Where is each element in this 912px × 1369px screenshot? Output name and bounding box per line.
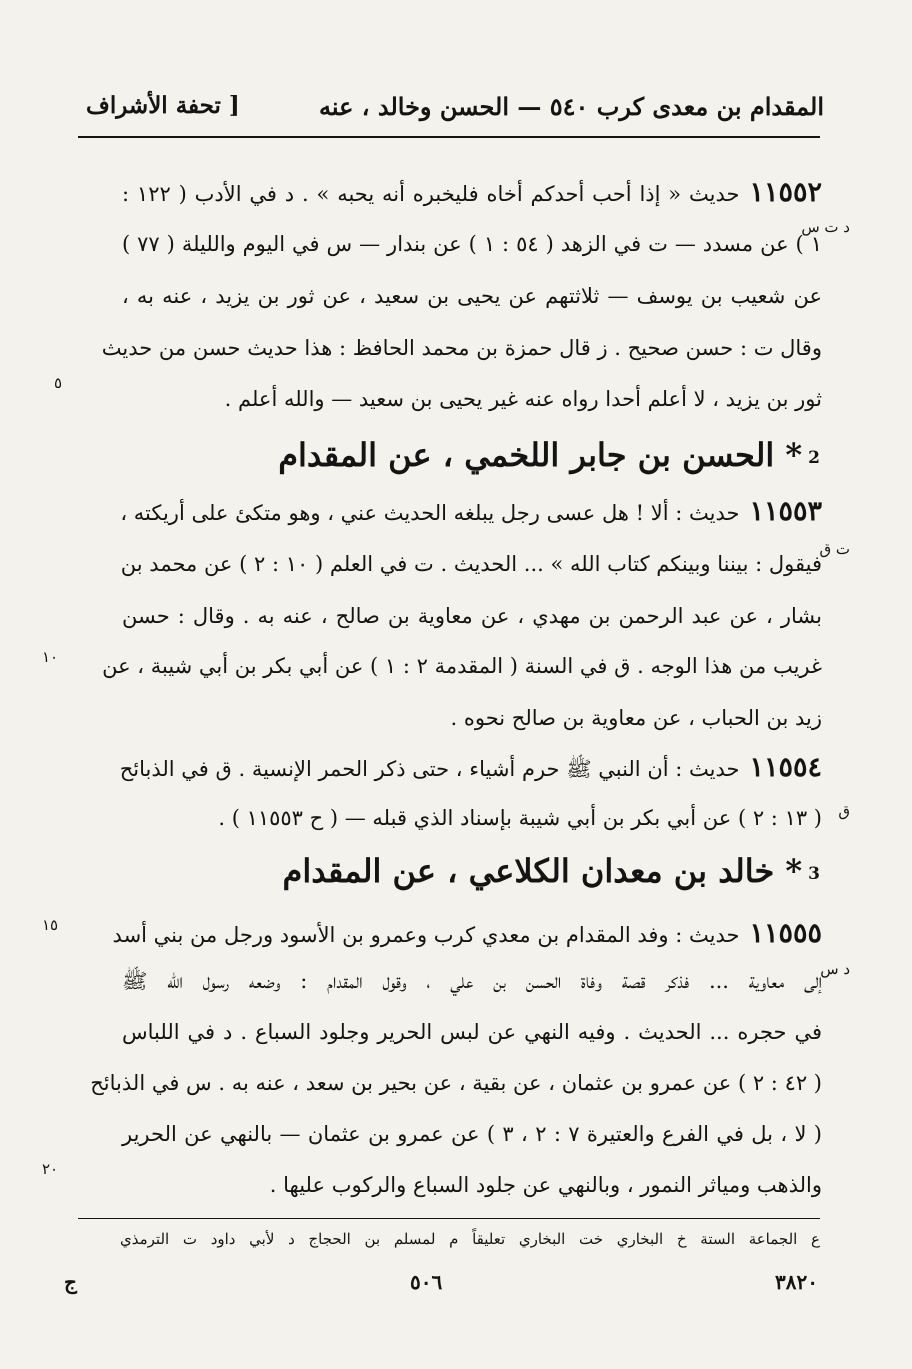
hadith-11553-line-5: زيد بن الحباب ، عن معاوية بن صالح نحوه .: [450, 706, 822, 730]
margin-line-number-10: ١٠: [42, 648, 59, 666]
header-book-name: [ تحفة الأشراف: [86, 92, 240, 119]
hadith-11552-line-1: ١١٥٥٢حديث « إذا أحب أحدكم أخاه فليخبره أنه يحبه » . د في الأدب ( ١٢٢ :: [122, 177, 822, 208]
hadith-11553-side-code: ت ق: [819, 540, 850, 558]
hadith-11555-side-code: د س: [820, 960, 850, 978]
hadith-11552-line-5: ثور بن يزيد ، لا أعلم أحدا رواه عنه غير يحيى بن سعيد — والله أعلم .: [224, 387, 822, 411]
hadith-11554-side-code: ق: [838, 802, 850, 820]
hadith-number: ١١٥٥٥: [749, 918, 822, 949]
header-title: المقدام بن معدی کرب ٥٤٠ — الحسن وخالد ، عنه: [318, 92, 824, 121]
hadith-11553-line-3: بشار ، عن عبد الرحمن بن مهدي ، عن معاوية بن صالح ، عنه به . وقال : حسن: [122, 604, 822, 628]
hadith-11555-line-2: إلى معاوية ... فذكر قصة وفاة الحسن بن علي ، وقول المقدام : وضعه رسول الله ﷺ: [122, 969, 822, 993]
hadith-11552-line-3: عن شعيب بن يوسف — ثلاثتهم عن يحيى بن سعيد ، عن ثور بن يزيد ، عنه به ،: [122, 284, 822, 308]
section-heading-3: 3* خالد بن معدان الكلاعي ، عن المقدام: [282, 852, 820, 890]
section-heading-2: 2* الحسن بن جابر اللخمي ، عن المقدام: [278, 436, 820, 474]
margin-line-number-5: ٥: [54, 374, 63, 392]
hadith-11553-line-1: ١١٥٥٣حديث : ألا ! هل عسى رجل يبلغه الحديث عني ، وهو متكئ على أريكته ،: [120, 496, 822, 527]
hadith-11552-line-4: وقال ت : حسن صحيح . ز قال حمزة بن محمد الحافظ : هذا حديث حسن من حديث: [101, 336, 822, 360]
hadith-11555-line-4: ( ٤٢ : ٢ ) عن عمرو بن عثمان ، عن بقية ، عن بحير بن سعد ، عنه به . س في الذبائح: [90, 1071, 822, 1095]
footnote-rule: [78, 1218, 820, 1219]
running-header: [78, 88, 824, 132]
margin-line-number-20: ٢٠: [42, 1160, 59, 1178]
hadith-11555-line-6: والذهب ومياثر النمور ، وبالنهي عن جلود السباع والركوب عليها .: [269, 1173, 822, 1197]
hadith-11554-line-1: ١١٥٥٤حديث : أن النبي ﷺ حرم أشياء ، حتى ذكر الحمر الإنسية . ق في الذبائح: [119, 752, 822, 783]
hadith-11552-side-code: د ت س: [801, 218, 850, 236]
hadith-11555-line-1: ١١٥٥٥حديث : وفد المقدام بن معدي كرب وعمرو بن الأسود ورجل من بني أسد: [112, 918, 822, 949]
hadith-11553-line-4: غريب من هذا الوجه . ق في السنة ( المقدمة ٢ : ١ ) عن أبي بكر بن أبي شيبة ، عن: [102, 654, 822, 678]
page-number: ٥٠٦: [410, 1270, 443, 1294]
hadith-11552-line-2: ١ ) عن مسدد — ت في الزهد ( ٥٤ : ١ ) عن بندار — س في اليوم والليلة ( ٧٧ ): [122, 232, 822, 256]
margin-line-number-15: ١٥: [42, 916, 59, 934]
hadith-number: ١١٥٥٤: [749, 752, 822, 783]
hadith-number: ١١٥٥٢: [749, 177, 822, 208]
abbreviation-key: ع الجماعة الستة خ البخاري خت البخاري تعليقاً م لمسلم بن الحجاج د لأبي داود ت الترمذي: [120, 1230, 820, 1248]
hadith-11553-line-2: فيقول : بيننا وبينكم كتاب الله » ... الحديث . ت في العلم ( ١٠ : ٢ ) عن محمد بن: [120, 552, 822, 576]
volume-mark: ج: [64, 1270, 77, 1294]
hadith-11555-line-5: ( لا ، بل في الفرع والعتيرة ٧ : ٢ ، ٣ ) عن عمرو بن عثمان — بالنهي عن الحرير: [122, 1122, 822, 1146]
printer-signature: ٣٨٢٠: [775, 1270, 818, 1294]
hadith-11555-line-3: في حجره ... الحديث . وفيه النهي عن لبس الحرير وجلود السباع . د في اللباس: [122, 1020, 822, 1044]
header-rule: [78, 136, 820, 138]
hadith-number: ١١٥٥٣: [749, 496, 822, 527]
hadith-11554-line-2: ( ١٣ : ٢ ) عن أبي بكر بن أبي شيبة بإسناد الذي قبله — ( ح ١١٥٥٣ ) .: [218, 806, 822, 830]
